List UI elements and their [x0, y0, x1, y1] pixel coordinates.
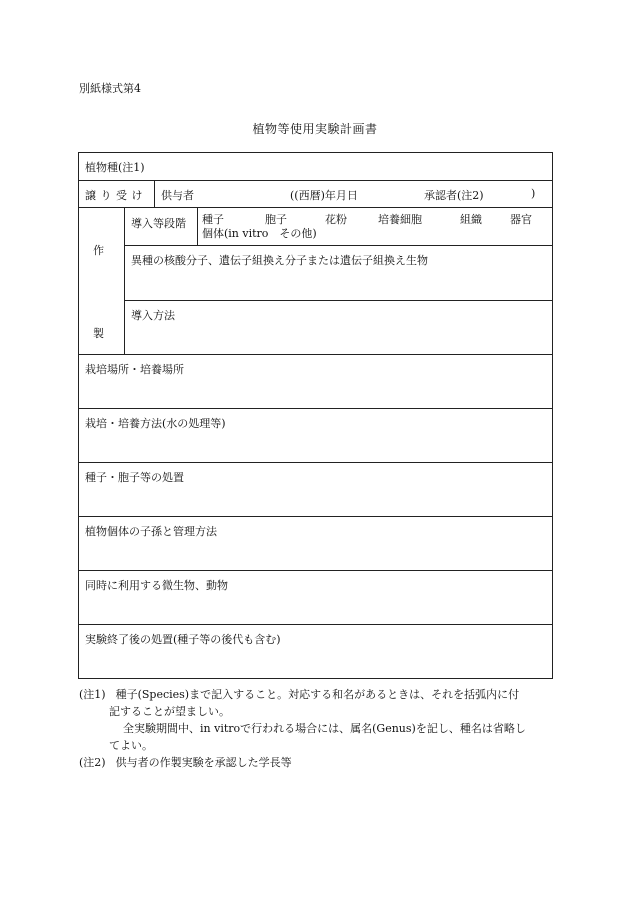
- stage-label: 導入等段階: [131, 217, 186, 230]
- seed-treatment-field[interactable]: [79, 463, 553, 517]
- document-title: 植物等使用実験計画書: [252, 122, 378, 136]
- transfer-label-cell: [79, 181, 155, 208]
- preparation-char-1: 作: [93, 244, 104, 257]
- note-2-text: 供与者の作製実験を承認した学長等: [115, 756, 292, 769]
- stage-option-pollen: 花粉: [325, 213, 347, 226]
- stage-label-cell: [125, 208, 198, 246]
- section-label: 実験終了後の処置(種子等の後代も含む): [85, 633, 281, 646]
- note-2-line: [79, 754, 559, 771]
- species-field[interactable]: [79, 153, 553, 181]
- note-1-line-1: [79, 686, 559, 703]
- stage-options-field[interactable]: [198, 208, 553, 246]
- cultivation-method-field[interactable]: [79, 409, 553, 463]
- preparation-char-2: 製: [93, 327, 104, 340]
- transfer-field[interactable]: [155, 181, 553, 208]
- approver-close-paren: ): [531, 187, 536, 200]
- post-experiment-field[interactable]: [79, 625, 553, 679]
- section-label: 栽培場所・培養場所: [85, 363, 184, 376]
- notes-section: [79, 686, 559, 771]
- preparation-label-cell: [79, 208, 125, 355]
- note-1-line-4: てよい。: [109, 739, 153, 752]
- stage-option-seed: 種子: [202, 213, 224, 226]
- form-number: 別紙様式第4: [79, 82, 141, 95]
- stage-option-organ: 器官: [510, 213, 532, 226]
- organisms-used-field[interactable]: [79, 571, 553, 625]
- approver-label: 承認者(注2): [424, 189, 484, 202]
- stage-option-tissue: 組織: [460, 213, 482, 226]
- nucleic-acid-label: 異種の核酸分子、遺伝子組換え分子または遺伝子組換え生物: [131, 254, 428, 268]
- plan-form-table: [78, 152, 553, 679]
- note-1-line-3: 全実験期間中、in vitroで行われる場合には、属名(Genus)を記し、種名は省略し: [123, 722, 526, 735]
- section-label: 植物個体の子孫と管理方法: [85, 525, 217, 538]
- stage-option-cultured-cell: 培養細胞: [378, 213, 422, 226]
- section-label: 同時に利用する微生物、動物: [85, 579, 228, 592]
- note-1-prefix: (注1): [79, 688, 106, 701]
- method-label: 導入方法: [131, 308, 175, 322]
- stage-option-spore: 胞子: [265, 213, 287, 226]
- provider-label: 供与者: [161, 189, 194, 202]
- method-field[interactable]: [125, 300, 553, 354]
- note-2-prefix: (注2): [79, 756, 106, 769]
- cultivation-location-field[interactable]: [79, 355, 553, 409]
- section-label: 栽培・培養方法(水の処理等): [85, 417, 226, 430]
- note-1-text: 種子(Species)まで記入すること。対応する和名があるときは、それを括弧内に付: [115, 688, 520, 701]
- section-label: 種子・胞子等の処置: [85, 471, 184, 484]
- nucleic-acid-field[interactable]: [125, 246, 553, 300]
- note-1-line-2: 記することが望ましい。: [109, 705, 230, 718]
- stage-option-individual: 個体(in vitro その他): [202, 227, 317, 240]
- species-label: 植物種(注1): [85, 161, 145, 174]
- progeny-management-field[interactable]: [79, 517, 553, 571]
- transfer-label: 譲り受け: [85, 189, 147, 202]
- date-label: ((西暦)年月日: [290, 189, 358, 202]
